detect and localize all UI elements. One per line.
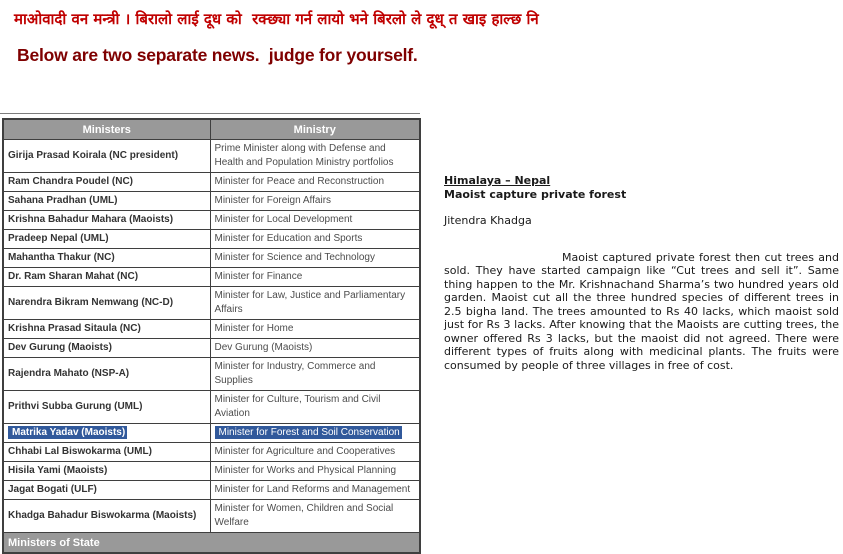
minister-cell bbox=[3, 173, 210, 192]
minister-text: Dr. Ram Sharan Mahat (NC) bbox=[8, 271, 139, 282]
table-row bbox=[3, 211, 420, 230]
table-row bbox=[3, 481, 420, 500]
minister-text: Rajendra Mahato (NSP-A) bbox=[8, 368, 130, 379]
article-title: Himalaya – Nepal bbox=[444, 174, 551, 187]
minister-text: Pradeep Nepal (UML) bbox=[8, 233, 109, 244]
ministry-text: Minister for Peace and Reconstruction bbox=[214, 176, 385, 187]
table-row bbox=[3, 500, 420, 533]
selected-text: Minister for Forest and Soil Conservation bbox=[215, 426, 402, 439]
minister-cell bbox=[3, 249, 210, 268]
article-subtitle: Maoist capture private forest bbox=[444, 187, 627, 201]
ministry-text: Minister for Law, Justice and Parliamentary Affairs bbox=[214, 290, 406, 315]
table-row bbox=[3, 339, 420, 358]
minister-text: Jagat Bogati (ULF) bbox=[8, 484, 97, 495]
minister-cell bbox=[3, 268, 210, 287]
table-row bbox=[3, 230, 420, 249]
table-row bbox=[3, 287, 420, 320]
ministry-cell bbox=[210, 211, 420, 230]
minister-text: Dev Gurung (Maoists) bbox=[8, 342, 112, 353]
ministry-cell bbox=[210, 424, 420, 443]
table-row bbox=[3, 268, 420, 287]
ministry-text: Minister for Agriculture and Cooperatives bbox=[214, 446, 396, 457]
ministers-table-container bbox=[2, 118, 420, 554]
minister-cell bbox=[3, 358, 210, 391]
minister-text: Krishna Prasad Sitaula (NC) bbox=[8, 323, 141, 334]
article-body: Maoist captured private forest then cut trees and sold. They have started campaign like “Cut trees and sell it”. Same thing happen to the Mr. Krishnachand Sharma’s two hundred years old garden. Maoist cut all the three hundred species of different trees in 2.5 bigha land. The trees amounted to Rs 40 lacks, which maoist sold just for Rs 3 lacks. After knowing that the Maoists are cutting trees, the owner offered Rs 3 lacks, but the maoist did not agreed. There were different types of fruits along with medicinal plants. The fruits were consumed by people of three villages in free of cost. bbox=[444, 250, 839, 372]
ministry-text: Minister for Local Development bbox=[214, 214, 353, 225]
minister-cell bbox=[3, 339, 210, 358]
ministry-cell bbox=[210, 140, 420, 173]
minister-text: Khadga Bahadur Biswokarma (Maoists) bbox=[8, 510, 197, 521]
ministry-cell bbox=[210, 249, 420, 268]
ministry-cell bbox=[210, 500, 420, 533]
ministry-cell bbox=[210, 320, 420, 339]
ministry-text: Dev Gurung (Maoists) bbox=[214, 342, 313, 353]
ministry-cell bbox=[210, 358, 420, 391]
ministry-text: Minister for Science and Technology bbox=[214, 252, 375, 263]
table-row bbox=[3, 192, 420, 211]
table-row bbox=[3, 173, 420, 192]
minister-cell bbox=[3, 424, 210, 443]
table-row bbox=[3, 443, 420, 462]
minister-text: Mahantha Thakur (NC) bbox=[8, 252, 115, 263]
table-top-rule bbox=[0, 113, 420, 114]
minister-text: Girija Prasad Koirala (NC president) bbox=[8, 150, 179, 161]
minister-text: Sahana Pradhan (UML) bbox=[8, 195, 118, 206]
minister-cell bbox=[3, 140, 210, 173]
ministry-text: Minister for Education and Sports bbox=[214, 233, 363, 244]
minister-cell bbox=[3, 462, 210, 481]
section-header-row bbox=[3, 533, 420, 554]
ministry-text: Prime Minister along with Defense and Health and Population Ministry portfolios bbox=[214, 143, 394, 168]
table-row bbox=[3, 249, 420, 268]
ministry-text: Minister for Finance bbox=[214, 271, 303, 282]
ministry-text: Minister for Works and Physical Planning bbox=[214, 465, 397, 476]
table-header-row bbox=[3, 119, 420, 140]
ministry-cell bbox=[210, 230, 420, 249]
minister-text: Ram Chandra Poudel (NC) bbox=[8, 176, 134, 187]
minister-cell bbox=[3, 481, 210, 500]
ministry-cell bbox=[210, 287, 420, 320]
minister-cell bbox=[3, 192, 210, 211]
table-row bbox=[3, 391, 420, 424]
ministry-cell bbox=[210, 268, 420, 287]
ministry-text: Minister for Land Reforms and Management bbox=[214, 484, 411, 495]
ministry-cell bbox=[210, 192, 420, 211]
minister-text: Krishna Bahadur Mahara (Maoists) bbox=[8, 214, 174, 225]
ministry-text: Minister for Industry, Commerce and Supplies bbox=[214, 361, 376, 386]
table-row bbox=[3, 424, 420, 443]
top-note-nepali: माओवादी वन मन्त्री । बिरालो लाई दूध को रक्छ्या गर्न लायो भने बिरलो ले दूध् त खाइ हाल्छ नि bbox=[14, 10, 539, 28]
minister-cell bbox=[3, 500, 210, 533]
ministers-table bbox=[2, 118, 421, 554]
selected-text: Matrika Yadav (Maoists) bbox=[8, 426, 127, 439]
minister-cell bbox=[3, 230, 210, 249]
ministry-cell bbox=[210, 462, 420, 481]
column-header-ministry: Ministry bbox=[210, 119, 420, 140]
article-byline: Jitendra Khadga bbox=[444, 214, 532, 227]
ministry-cell bbox=[210, 391, 420, 424]
minister-cell bbox=[3, 211, 210, 230]
minister-cell bbox=[3, 391, 210, 424]
ministry-text: Minister for Women, Children and Social Welfare bbox=[214, 503, 394, 528]
column-header-ministers: Ministers bbox=[3, 119, 210, 140]
section-header-label: Ministers of State bbox=[3, 533, 420, 554]
minister-cell bbox=[3, 287, 210, 320]
minister-text: Hisila Yami (Maoists) bbox=[8, 465, 108, 476]
table-row bbox=[3, 320, 420, 339]
table-row bbox=[3, 140, 420, 173]
ministry-cell bbox=[210, 173, 420, 192]
table-row bbox=[3, 358, 420, 391]
minister-cell bbox=[3, 443, 210, 462]
ministry-text: Minister for Home bbox=[214, 323, 294, 334]
minister-text: Narendra Bikram Nemwang (NC-D) bbox=[8, 297, 174, 308]
ministry-cell bbox=[210, 443, 420, 462]
minister-cell bbox=[3, 320, 210, 339]
ministers-table-body bbox=[3, 140, 420, 533]
ministry-cell bbox=[210, 339, 420, 358]
news-article bbox=[444, 174, 839, 372]
table-row bbox=[3, 462, 420, 481]
ministry-cell bbox=[210, 481, 420, 500]
page-heading: Below are two separate news. judge for yourself. bbox=[17, 45, 418, 65]
ministry-text: Minister for Culture, Tourism and Civil Aviation bbox=[214, 394, 381, 419]
minister-text: Prithvi Subba Gurung (UML) bbox=[8, 401, 143, 412]
ministry-text: Minister for Foreign Affairs bbox=[214, 195, 332, 206]
minister-text: Chhabi Lal Biswokarma (UML) bbox=[8, 446, 152, 457]
